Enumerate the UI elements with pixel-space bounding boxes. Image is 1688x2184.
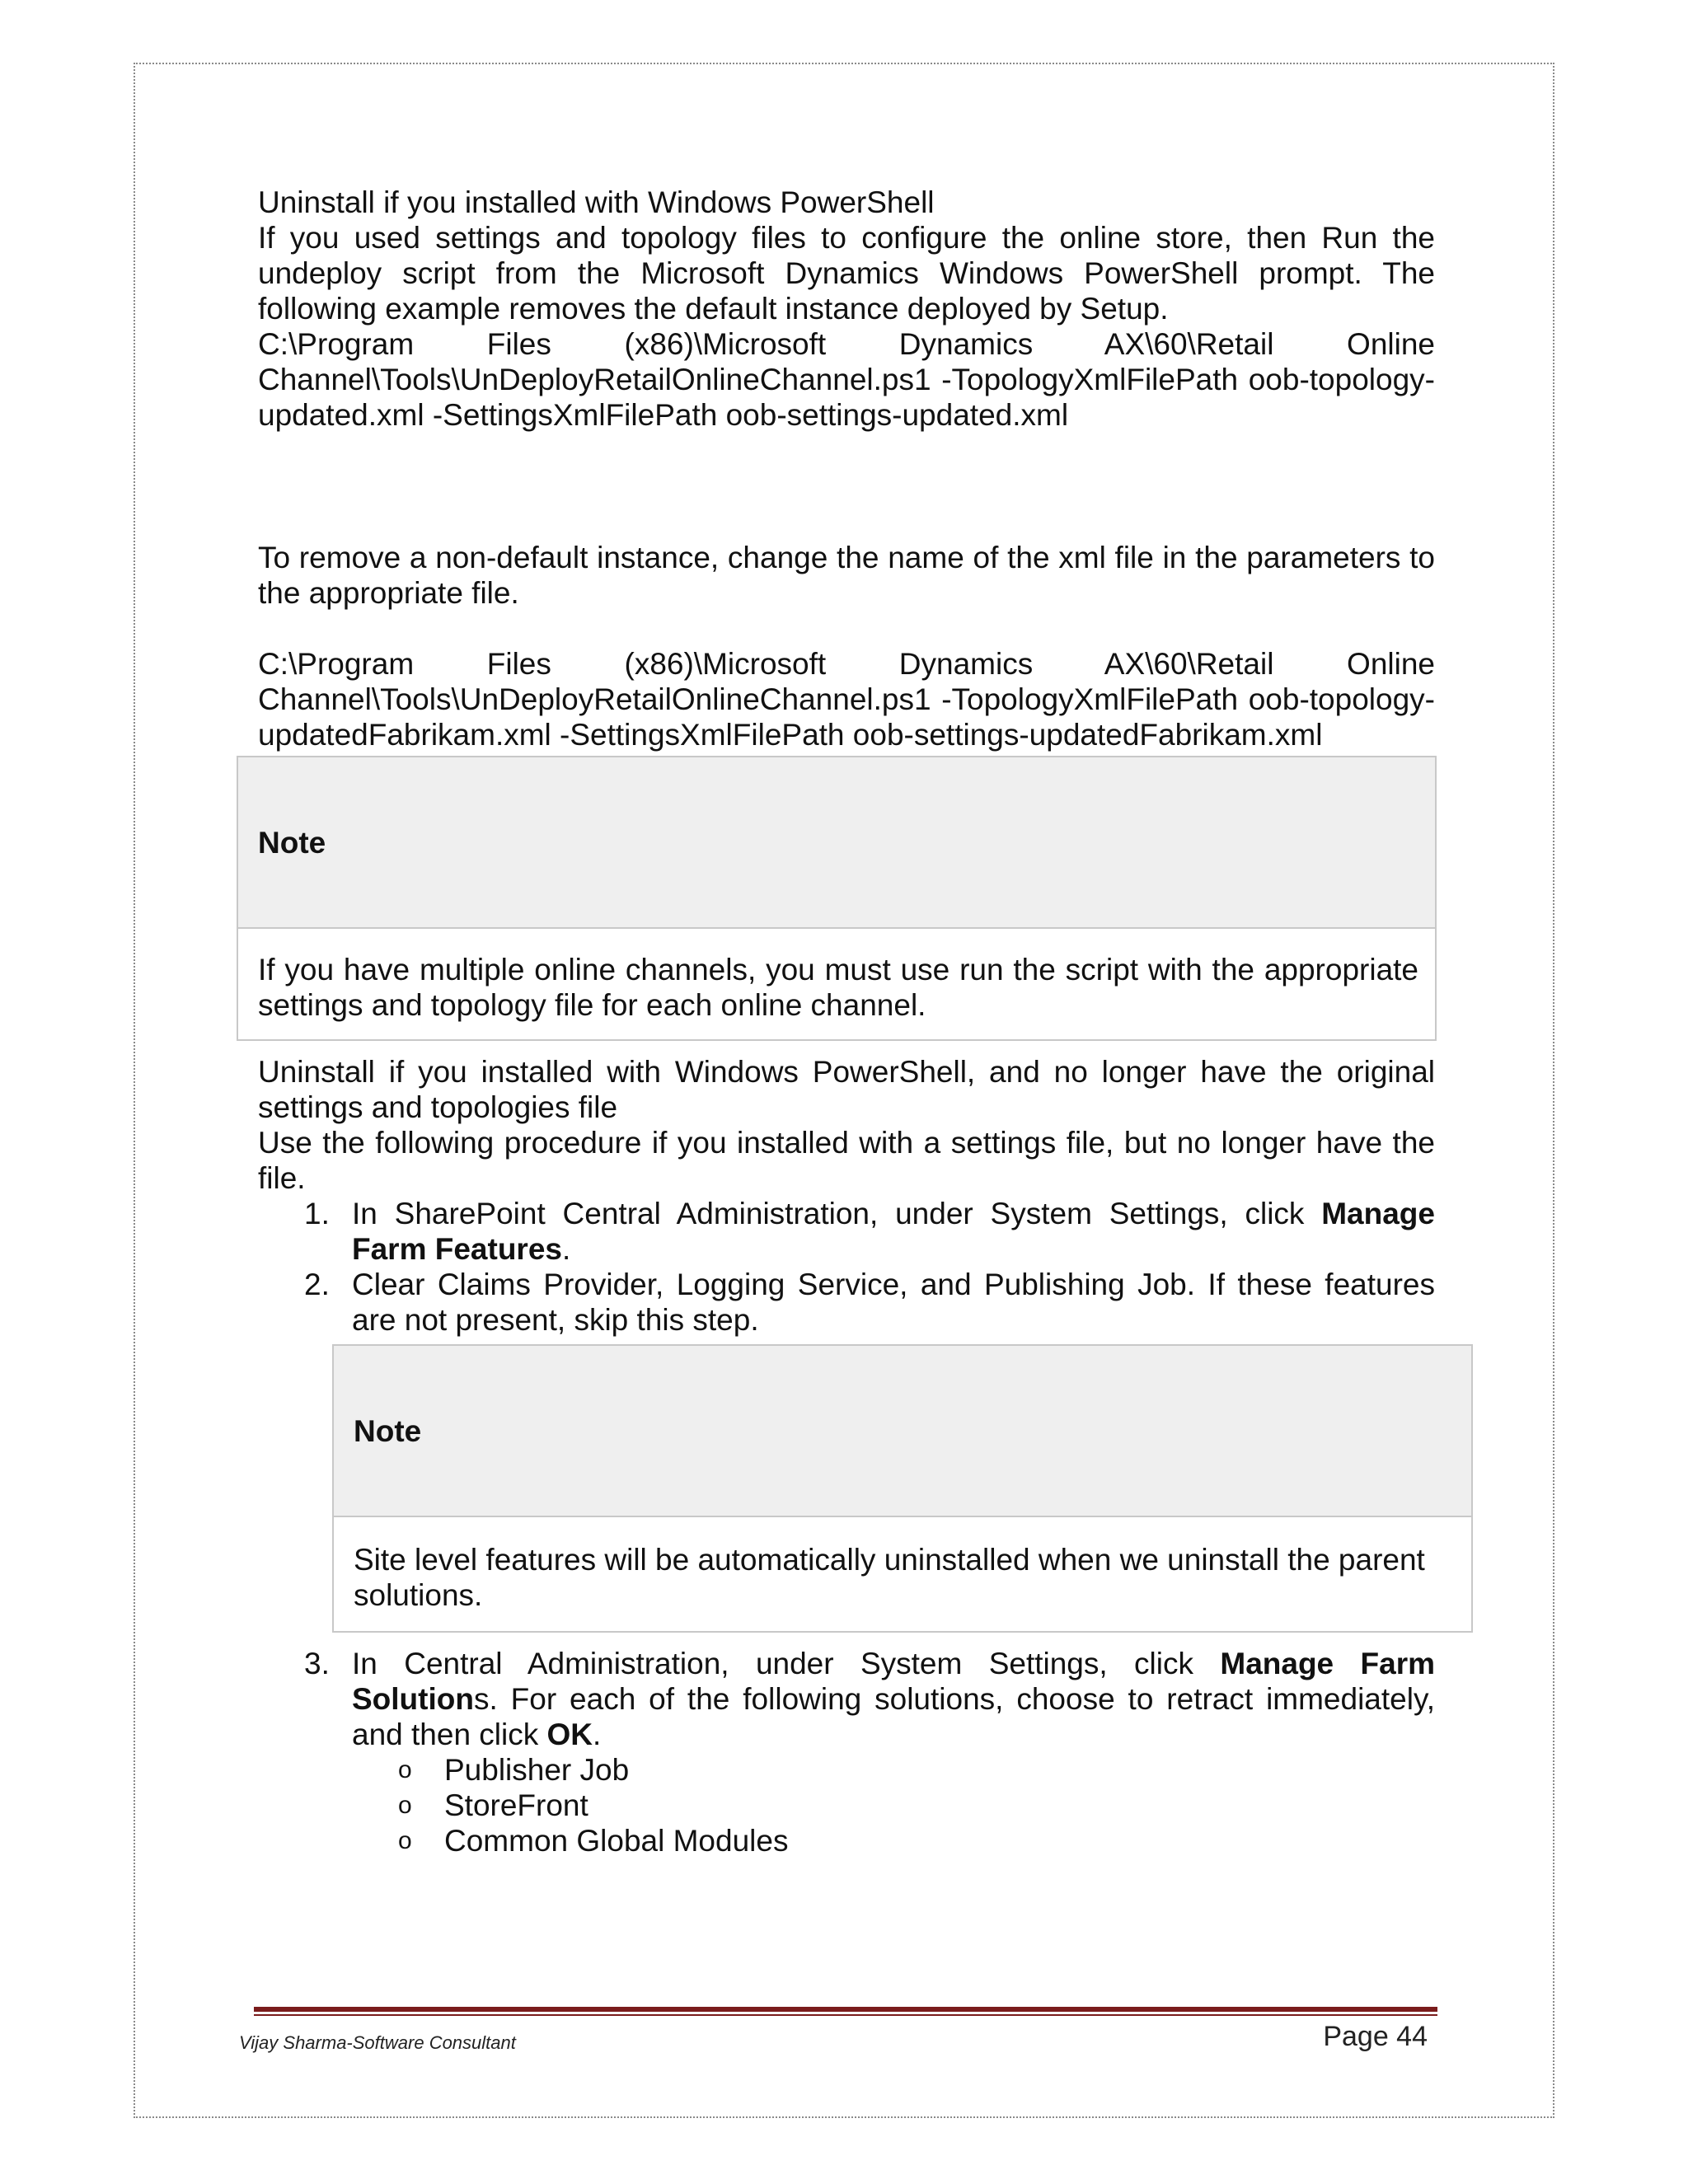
step-text: In Central Administration, under System Settings, click bbox=[352, 1647, 1221, 1680]
paragraph-non-default-instance: To remove a non-default instance, change the name of the xml file in the parameters to the appropriate file. bbox=[258, 541, 1435, 610]
step-number: 3. bbox=[304, 1647, 330, 1680]
step-bold-manage-farm-features: Manage Farm Features bbox=[352, 1197, 1435, 1266]
footer-rule-thin bbox=[254, 2014, 1437, 2016]
step-3 bbox=[258, 1646, 1435, 1752]
list-item bbox=[258, 1788, 1435, 1823]
step-2 bbox=[258, 1267, 1435, 1338]
paragraph-undeploy-intro: If you used settings and topology files to configure the online store, then Run the undeploy script from the Microsoft Dynamics Windows PowerShell prompt. The following example removes the default instance deployed by Setup. bbox=[258, 221, 1435, 326]
bullet-icon: o bbox=[398, 1827, 412, 1854]
paragraph-procedure-intro: Use the following procedure if you installed with a settings file, but no longer have the file. bbox=[258, 1126, 1435, 1195]
step-1 bbox=[258, 1196, 1435, 1267]
step-number: 2. bbox=[304, 1268, 330, 1301]
list-item bbox=[258, 1752, 1435, 1788]
note-box-site-level-features bbox=[332, 1344, 1473, 1633]
procedure-steps bbox=[258, 1196, 1435, 1338]
step-tail: . bbox=[593, 1718, 602, 1751]
solutions-list bbox=[258, 1752, 1435, 1858]
document-body bbox=[258, 185, 1435, 1858]
command-default-uninstall: C:\Program Files (x86)\Microsoft Dynamics AX\60\Retail Online Channel\Tools\UnDeployRetailOnlineChannel.ps1 -TopologyXmlFilePath oob-topology-updated.xml -SettingsXmlFilePath oob-settings-updated.xml bbox=[258, 327, 1435, 432]
spacer bbox=[258, 433, 1435, 540]
solution-label: Common Global Modules bbox=[444, 1824, 789, 1858]
footer-rule bbox=[254, 2007, 1437, 2012]
bullet-icon: o bbox=[398, 1756, 412, 1783]
note-text: Site level features will be automatically uninstalled when we uninstall the parent solutions. bbox=[354, 1543, 1425, 1612]
spacer bbox=[258, 1041, 1435, 1054]
bullet-icon: o bbox=[398, 1792, 412, 1819]
step-text: In SharePoint Central Administration, under System Settings, click bbox=[352, 1197, 1322, 1230]
step-text: Clear Claims Provider, Logging Service, and Publishing Job. If these features are not present, skip this step. bbox=[352, 1268, 1435, 1337]
section-heading-no-settings: Uninstall if you installed with Windows PowerShell, and no longer have the original settings and topologies file bbox=[258, 1055, 1435, 1124]
command-non-default-uninstall: C:\Program Files (x86)\Microsoft Dynamics AX\60\Retail Online Channel\Tools\UnDeployRetailOnlineChannel.ps1 -TopologyXmlFilePath oob-topology-updatedFabrikam.xml -SettingsXmlFilePath oob-settings-updatedFabrikam.xml bbox=[258, 647, 1435, 752]
spacer bbox=[258, 611, 1435, 646]
note-body bbox=[334, 1517, 1471, 1631]
step-bold-ok: OK bbox=[546, 1718, 593, 1751]
note-text: If you have multiple online channels, you must use run the script with the appropriate settings and topology file for each online channel. bbox=[258, 953, 1418, 1022]
spacer bbox=[258, 1633, 1435, 1646]
solution-label: StoreFront bbox=[444, 1788, 588, 1822]
step-tail: . bbox=[562, 1232, 571, 1266]
note-box-multiple-channels bbox=[237, 756, 1437, 1041]
step-number: 1. bbox=[304, 1197, 330, 1230]
footer-author: Vijay Sharma-Software Consultant bbox=[239, 2032, 516, 2053]
note-body bbox=[238, 929, 1435, 1039]
list-item bbox=[258, 1823, 1435, 1858]
section-heading-powershell: Uninstall if you installed with Windows PowerShell bbox=[258, 185, 935, 219]
solution-label: Publisher Job bbox=[444, 1753, 630, 1787]
footer-page-number: Page 44 bbox=[1323, 2021, 1428, 2052]
procedure-steps-continued bbox=[258, 1646, 1435, 1752]
step-text-mid: s. For each of the following solutions, choose to retract immediately, and then click bbox=[352, 1682, 1435, 1751]
note-title: Note bbox=[334, 1346, 1471, 1517]
step-bold-manage-farm-solution: Manage Farm Solution bbox=[352, 1647, 1435, 1716]
note-title: Note bbox=[238, 757, 1435, 929]
